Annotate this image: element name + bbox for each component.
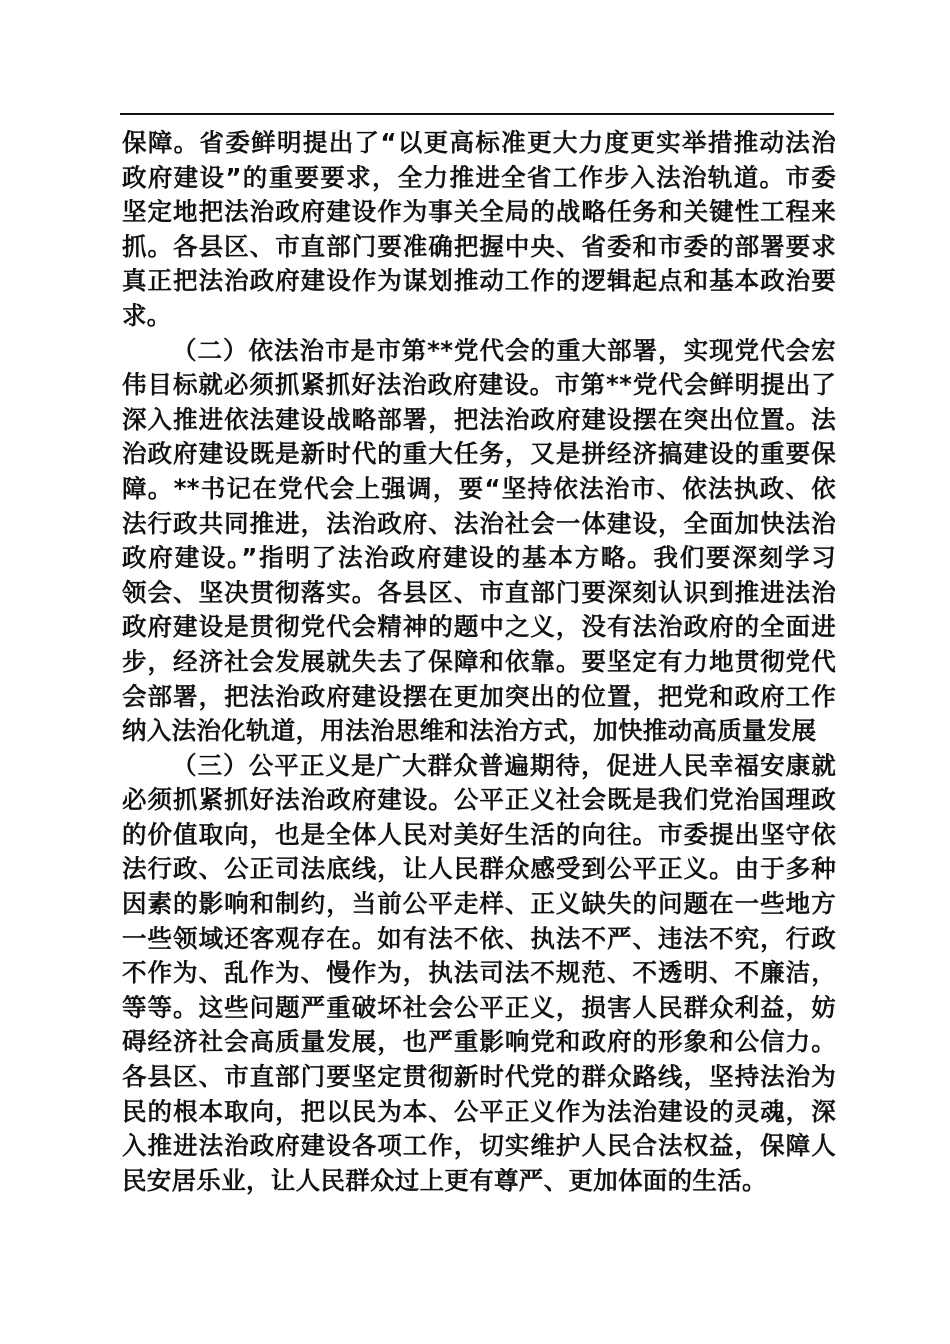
text-line: 的价值取向，也是全体人民对美好生活的向往。市委提出坚守依: [122, 819, 836, 849]
text-line: 民的根本取向，把以民为本、公平正义作为法治建设的灵魂，深: [122, 1096, 836, 1126]
text-line: （三）公平正义是广大群众普遍期待，促进人民幸福安康就: [172, 750, 836, 780]
text-line: 会部署，把法治政府建设摆在更加突出的位置，把党和政府工作: [122, 681, 836, 711]
text-line: 各县区、市直部门要坚定贯彻新时代党的群众路线，坚持法治为: [122, 1062, 836, 1092]
text-line: 真正把法治政府建设作为谋划推动工作的逻辑起点和基本政治要: [122, 266, 836, 296]
text-line: （二）依法治市是市第**党代会的重大部署，实现党代会宏: [172, 335, 836, 365]
text-line: 治政府建设既是新时代的重大任务，又是拼经济搞建设的重要保: [122, 439, 836, 469]
text-line: 政府建设”的重要要求，全力推进全省工作步入法治轨道。市委: [122, 162, 836, 192]
text-line: 步，经济社会发展就失去了保障和依靠。要坚定有力地贯彻党代: [122, 646, 836, 676]
text-line: 障。**书记在党代会上强调，要“坚持依法治市、依法执政、依: [122, 473, 836, 503]
text-line: 纳入法治化轨道，用法治思维和法治方式，加快推动高质量发展: [122, 716, 817, 746]
text-line: 求。: [122, 300, 172, 330]
text-line: 领会、坚决贯彻落实。各县区、市直部门要深刻认识到推进法治: [122, 577, 836, 607]
text-line: 因素的影响和制约，当前公平走样、正义缺失的问题在一些地方: [122, 889, 836, 919]
text-line: 政府建设是贯彻党代会精神的题中之义，没有法治政府的全面进: [122, 612, 836, 642]
text-line: 深入推进依法建设战略部署，把法治政府建设摆在突出位置。法: [122, 404, 836, 434]
text-line: 等等。这些问题严重破坏社会公平正义，损害人民群众利益，妨: [122, 992, 836, 1022]
header-rule: [120, 113, 834, 115]
text-line: 抓。各县区、市直部门要准确把握中央、省委和市委的部署要求: [122, 231, 836, 261]
text-line: 必须抓紧抓好法治政府建设。公平正义社会既是我们党治国理政: [122, 785, 836, 815]
text-line: 坚定地把法治政府建设作为事关全局的战略任务和关键性工程来: [122, 197, 836, 227]
text-line: 碍经济社会高质量发展，也严重影响党和政府的形象和公信力。: [122, 1027, 836, 1057]
text-line: 法行政、公正司法底线，让人民群众感受到公平正义。由于多种: [122, 854, 836, 884]
text-line: 一些领域还客观存在。如有法不依、执法不严、违法不究，行政: [122, 923, 836, 953]
text-line: 不作为、乱作为、慢作为，执法司法不规范、不透明、不廉洁，: [122, 958, 836, 988]
text-line: 入推进法治政府建设各项工作，切实维护人民合法权益，保障人: [122, 1131, 836, 1161]
text-line: 民安居乐业，让人民群众过上更有尊严、更加体面的生活。: [122, 1165, 767, 1195]
text-line: 政府建设。”指明了法治政府建设的基本方略。我们要深刻学习: [122, 543, 836, 573]
text-line: 法行政共同推进，法治政府、法治社会一体建设，全面加快法治: [122, 508, 836, 538]
document-body: [122, 126, 836, 1198]
text-line: 伟目标就必须抓紧抓好法治政府建设。市第**党代会鲜明提出了: [122, 370, 836, 400]
text-line: 保障。省委鲜明提出了“以更高标准更大力度更实举措推动法治: [122, 128, 836, 157]
